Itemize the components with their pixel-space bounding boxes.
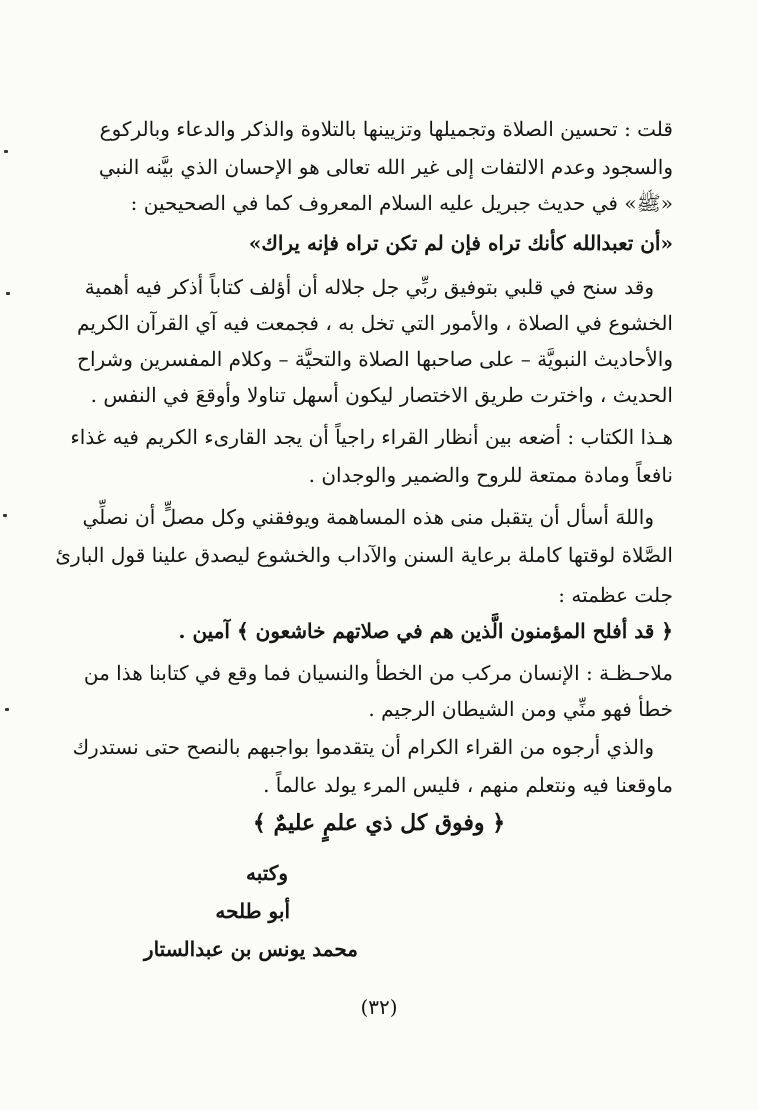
text-line-8: الحديث ، واخترت طريق الاختصار ليكون أسهل تناولا وأوقعَ في النفس . <box>90 383 673 407</box>
margin-mark <box>3 514 7 517</box>
text-line-5: وقد سنح في قلبي بتوفيق ربِّي جل جلاله أن أؤلف كتاباً أذكر فيه أهمية <box>84 275 654 299</box>
page-number: (٣٢) <box>360 995 398 1019</box>
text-line-18: ماوقعنا فيه ونتعلم منهم ، فليس المرء يولد عالماً . <box>263 773 673 797</box>
text-line-6: الخشوع في الصلاة ، والأمور التي تخل به ، فجمعت فيه آي القرآن الكريم <box>77 311 673 335</box>
signature-name: محمد يونس بن عبدالستار <box>143 937 358 961</box>
text-line-13: جلت عظمته : <box>558 583 673 607</box>
text-line-3: «ﷺ» في حديث جبريل عليه السلام المعروف كما في الصحيحين : <box>130 191 673 215</box>
text-line-2: والسجود وعدم الالتفات إلى غير الله تعالى هو الإحسان الذي بيَّنه النبي <box>98 155 673 179</box>
margin-mark <box>6 292 10 295</box>
quran-verse-2: ﴿ وفوق كل ذي علمٍ عليمٌ ﴾ <box>252 810 506 836</box>
text-line-7: والأحاديث النبويَّة – على صاحبها الصلاة والتحيَّة – وكلام المفسرين وشراح <box>77 347 673 371</box>
text-line-10: نافعاً ومادة ممتعة للروح والضمير والوجدان . <box>308 463 673 487</box>
margin-mark <box>5 708 9 711</box>
margin-mark <box>4 150 8 153</box>
signature-wrote: وكتبه <box>246 861 288 885</box>
text-line-12: الصَّلاة لوقتها كاملة برعاية السنن والآداب والخشوع ليصدق علينا قول البارئ <box>55 543 673 567</box>
text-line-15: ملاحـظـة : الإنسان مركب من الخطأ والنسيان فما وقع في كتابنا هذا من <box>83 661 673 685</box>
text-line-11: واللهَ أسأل أن يتقبل منى هذه المساهمة ويوفقني وكل مصلٍّ أن نصلِّي <box>82 505 654 529</box>
text-line-16: خطأ فهو منِّي ومن الشيطان الرجيم . <box>368 697 673 721</box>
quran-verse-1: ﴿ قد أفلح المؤمنون الَّذين هم في صلاتهم خاشعون ﴾ آمين . <box>178 619 673 643</box>
signature-kunya: أبو طلحه <box>215 899 290 923</box>
text-line-1: قلت : تحسين الصلاة وتجميلها وتزيينها بالتلاوة والذكر والدعاء وبالركوع <box>99 117 673 141</box>
text-line-9: هـذا الكتاب : أضعه بين أنظار القراء راجياً أن يجد القارىء الكريم فيه غذاء <box>70 425 673 449</box>
hadith-quote: «أن تعبدالله كأنك تراه فإن لم تكن تراه فإنه يراك» <box>248 231 673 255</box>
text-line-17: والذي أرجوه من القراء الكرام أن يتقدموا بواجبهم بالنصح حتى نستدرك <box>72 735 654 759</box>
